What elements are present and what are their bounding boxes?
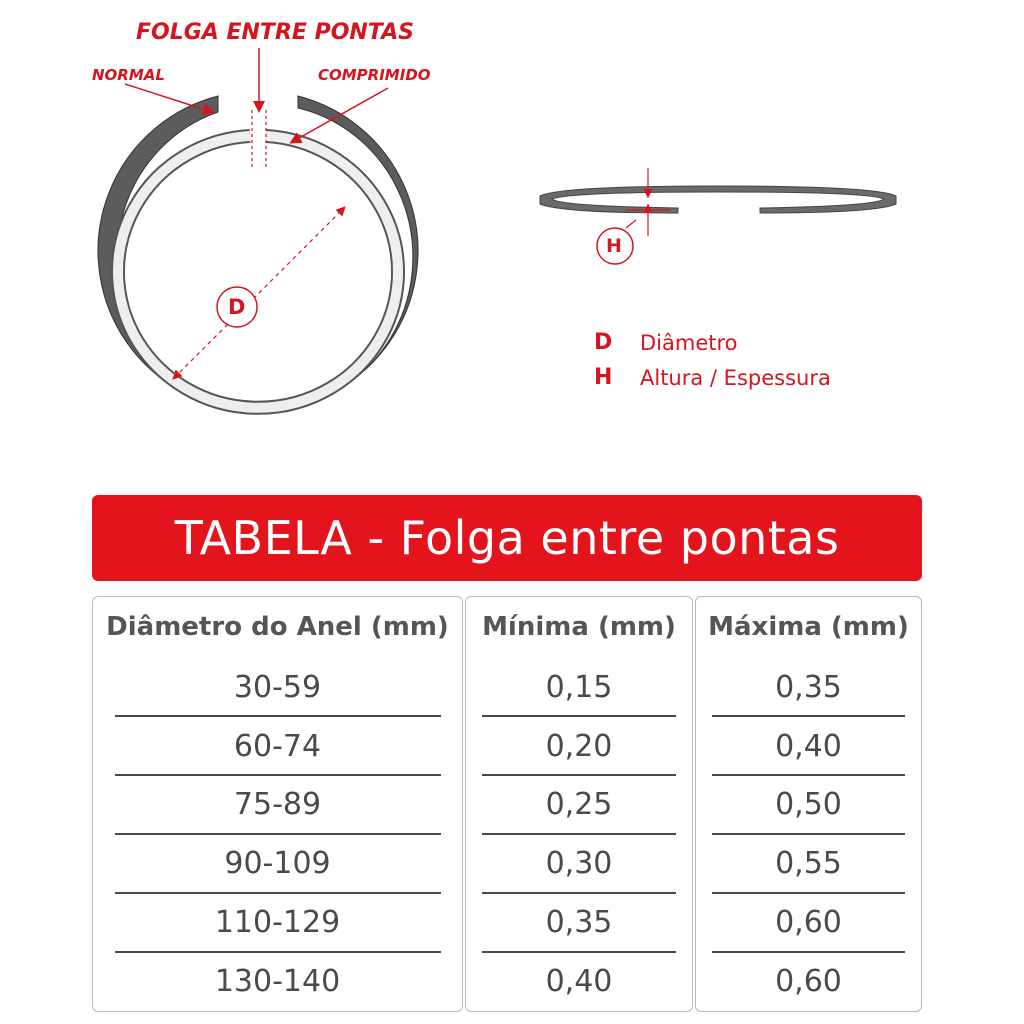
legend-key-h: H xyxy=(594,365,613,390)
table-cell: 90-109 xyxy=(224,846,331,881)
table-cell: 60-74 xyxy=(233,729,322,764)
table-cell: 0,40 xyxy=(545,964,613,999)
legend-key-d: D xyxy=(594,330,613,355)
table-title-banner: TABELA - Folga entre pontas xyxy=(92,495,922,581)
normal-arrow xyxy=(125,84,212,112)
normal-label: NORMAL xyxy=(92,66,165,84)
compressed-label: COMPRIMIDO xyxy=(318,66,431,84)
row-divider xyxy=(712,892,905,894)
legend-text-d: Diâmetro xyxy=(640,331,738,355)
table-cell: 0,60 xyxy=(775,964,842,999)
row-divider xyxy=(115,715,441,717)
row-divider xyxy=(482,951,676,953)
table-cell: 0,40 xyxy=(775,729,842,764)
row-divider xyxy=(482,833,676,835)
table-cell: 30-59 xyxy=(233,670,322,705)
side-view-ring xyxy=(540,168,896,236)
diameter-marker: D xyxy=(228,295,246,319)
row-divider xyxy=(482,715,676,717)
row-divider xyxy=(115,892,441,894)
legend-text-h: Altura / Espessura xyxy=(640,366,831,390)
table-cell: 0,35 xyxy=(775,670,842,705)
gap-label: FOLGA ENTRE PONTAS xyxy=(136,20,414,45)
table-cell: 75-89 xyxy=(233,787,322,822)
table-cell: 0,25 xyxy=(545,787,613,822)
table-cell: 110-129 xyxy=(214,905,341,940)
ring-inner-face xyxy=(118,136,398,408)
table-cell: 0,55 xyxy=(775,846,842,881)
height-marker: H xyxy=(606,235,622,257)
large-ring xyxy=(98,96,418,411)
row-divider xyxy=(115,774,441,776)
diameter-line xyxy=(174,208,344,378)
table-cell: 0,20 xyxy=(545,729,613,764)
header-diameter: Diâmetro do Anel (mm) xyxy=(106,612,449,642)
table-cell: 0,15 xyxy=(545,670,613,705)
header-minimum: Mínima (mm) xyxy=(482,612,676,642)
table-cell: 0,60 xyxy=(775,905,842,940)
row-divider xyxy=(482,892,676,894)
row-divider xyxy=(712,774,905,776)
header-maximum: Máxima (mm) xyxy=(708,612,909,642)
table-cell: 0,35 xyxy=(545,905,613,940)
table-cell: 0,50 xyxy=(775,787,842,822)
compressed-arrow xyxy=(292,88,388,142)
row-divider xyxy=(712,833,905,835)
row-divider xyxy=(482,774,676,776)
table-cell: 0,30 xyxy=(545,846,613,881)
table-cell: 130-140 xyxy=(214,964,341,999)
row-divider xyxy=(712,951,905,953)
row-divider xyxy=(115,951,441,953)
row-divider xyxy=(115,833,441,835)
row-divider xyxy=(712,715,905,717)
